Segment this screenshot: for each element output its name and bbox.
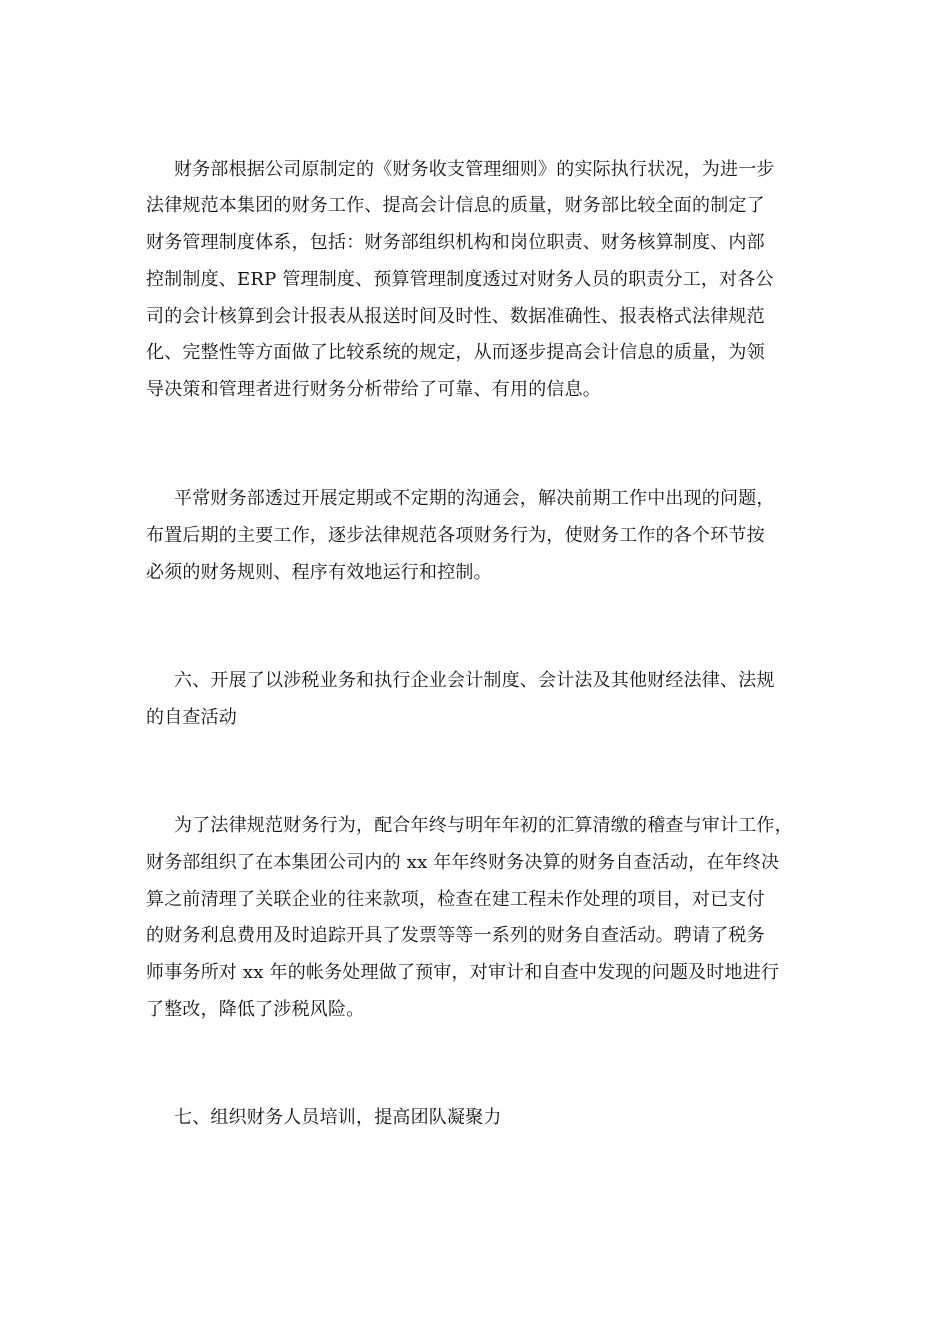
paragraph-1-line-1: 财务部根据公司原制定的《财务收支管理细则》的实际执行状况，为进一步: [174, 159, 775, 180]
paragraph-1-line-6: 化、完整性等方面做了比较系统的规定，从而逐步提高会计信息的质量，为领: [146, 342, 765, 363]
paragraph-4-line-3: 算之前清理了关联企业的往来款项，检查在建工程未作处理的项目，对已支付: [146, 889, 765, 910]
section-heading-six-line-1: 六、开展了以涉税业务和执行企业会计制度、会计法及其他财经法律、法规: [174, 670, 775, 691]
paragraph-2-line-1: 平常财务部透过开展定期或不定期的沟通会，解决前期工作中出现的问题，: [174, 488, 775, 509]
paragraph-1-line-2: 法律规范本集团的财务工作、提高会计信息的质量，财务部比较全面的制定了: [146, 195, 765, 216]
section-heading-seven: 七、组织财务人员培训，提高团队凝聚力: [174, 1107, 502, 1128]
paragraph-1-line-4: 控制制度、ERP 管理制度、预算管理制度透过对财务人员的职责分工，对各公: [146, 269, 774, 290]
paragraph-4-line-5: 师事务所对 xx 年的帐务处理做了预审，对审计和自查中发现的问题及时地进行: [146, 962, 780, 983]
paragraph-4-line-2: 财务部组织了在本集团公司内的 xx 年年终财务决算的财务自查活动，在年终决: [146, 852, 780, 873]
paragraph-4-line-4: 的财务利息费用及时追踪开具了发票等等一系列的财务自查活动。聘请了税务: [146, 925, 765, 946]
paragraph-2-line-2: 布置后期的主要工作，逐步法律规范各项财务行为，使财务工作的各个环节按: [146, 525, 765, 546]
paragraph-4-line-1: 为了法律规范财务行为，配合年终与明年年初的汇算清缴的稽查与审计工作，: [174, 815, 793, 836]
paragraph-1-line-5: 司的会计核算到会计报表从报送时间及时性、数据准确性、报表格式法律规范: [146, 306, 765, 327]
paragraph-1-line-7: 导决策和管理者进行财务分析带给了可靠、有用的信息。: [146, 379, 601, 400]
paragraph-4-line-6: 了整改，降低了涉税风险。: [146, 999, 365, 1020]
paragraph-2-line-3: 必须的财务规则、程序有效地运行和控制。: [146, 562, 492, 583]
section-heading-six-line-2: 的自查活动: [146, 707, 237, 728]
paragraph-1-line-3: 财务管理制度体系，包括：财务部组织机构和岗位职责、财务核算制度、内部: [146, 232, 765, 253]
